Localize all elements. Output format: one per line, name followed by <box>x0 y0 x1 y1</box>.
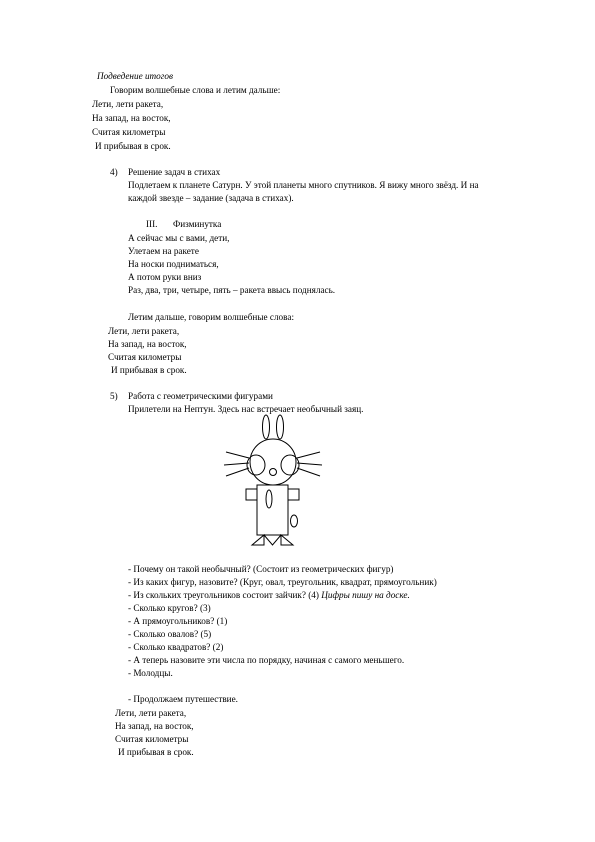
verse-line: Считая километры <box>115 734 189 744</box>
question-line: - А прямоугольников? (1) <box>128 616 228 626</box>
task5-text-line: Прилетели на Нептун. Здесь нас встречает необычный заяц. <box>128 404 364 414</box>
task4-number: 4) <box>110 167 118 177</box>
verse-line: Считая километры <box>108 352 182 362</box>
hare-whisker <box>226 452 249 458</box>
task4-title: Решение задач в стихах <box>128 167 221 177</box>
hare-whisker <box>297 463 322 465</box>
verse-line: Лети, лети ракета, <box>115 708 187 718</box>
hare-nose-circle <box>270 469 277 476</box>
verse-line: На запад, на восток, <box>108 339 187 349</box>
hare-whisker <box>226 468 249 476</box>
verse-line: И прибывая в срок. <box>95 141 171 151</box>
question-line: - Сколько квадратов? (2) <box>128 642 224 652</box>
hare-whisker <box>297 452 320 458</box>
task5-number: 5) <box>110 391 118 401</box>
continue-say: - Продолжаем путешествие. <box>128 694 238 704</box>
verse-line: На запад, на восток, <box>115 721 194 731</box>
exercise-line: Улетаем на ракете <box>128 246 199 256</box>
exercise-line: А потом руки вниз <box>128 272 202 282</box>
hare-left-foot-triangle <box>252 535 264 545</box>
hare-tail-oval <box>291 515 298 527</box>
summary-heading: Подведение итогов <box>97 71 173 81</box>
hare-middle-triangle <box>264 535 281 545</box>
verse-line: На запад, на восток, <box>92 113 171 123</box>
onward-say: Летим дальше, говорим волшебные слова: <box>128 312 294 322</box>
hare-left-arm-square <box>246 489 257 500</box>
question-line: - Из каких фигур, назовите? (Круг, овал, треугольник, квадрат, прямоугольник) <box>128 577 437 587</box>
verse-line: Лети, лети ракета, <box>108 326 180 336</box>
task5-title: Работа с геометрическими фигурами <box>128 391 273 401</box>
hare-head-circle <box>250 439 296 485</box>
hare-right-foot-triangle <box>281 535 293 545</box>
question-line: - А теперь назовите эти числа по порядку, начиная с самого меньшего. <box>128 655 405 665</box>
physical-title: Физминутка <box>173 219 222 229</box>
task4-text-line: каждой звезде – задание (задача в стихах). <box>128 193 294 203</box>
hare-right-arm-square <box>288 489 299 500</box>
intro-say: Говорим волшебные слова и летим дальше: <box>110 85 281 95</box>
exercise-line: На носки подниматься, <box>128 259 219 269</box>
question-line: - Почему он такой необычный? (Состоит из геометрических фигур) <box>128 564 394 574</box>
question-line: - Сколько кругов? (3) <box>128 603 211 613</box>
question-line: - Сколько овалов? (5) <box>128 629 212 639</box>
hare-body-rectangle <box>257 485 288 535</box>
section-roman-number: III. <box>146 219 158 229</box>
hare-whisker <box>224 463 249 465</box>
hare-body-oval <box>266 490 272 508</box>
verse-line: Считая километры <box>92 127 166 137</box>
hare-right-ear <box>277 415 284 439</box>
exercise-line: А сейчас мы с вами, дети, <box>128 233 230 243</box>
hare-whisker <box>297 468 320 476</box>
hare-left-ear <box>263 415 270 439</box>
task4-text-line: Подлетаем к планете Сатурн. У этой планеты много спутников. Я вижу много звёзд. И на <box>128 180 479 190</box>
question-line: - Молодцы. <box>128 668 173 678</box>
verse-line: И прибывая в срок. <box>111 365 187 375</box>
verse-line: И прибывая в срок. <box>118 747 194 757</box>
exercise-line: Раз, два, три, четыре, пять – ракета ввысь поднялась. <box>128 285 336 295</box>
verse-line: Лети, лети ракета, <box>92 99 164 109</box>
teacher-note: Цифры пишу на доске. <box>321 590 410 600</box>
question-line: - Из скольких треугольников состоит зайчик? (4) Цифры пишу на доске. <box>128 590 410 600</box>
